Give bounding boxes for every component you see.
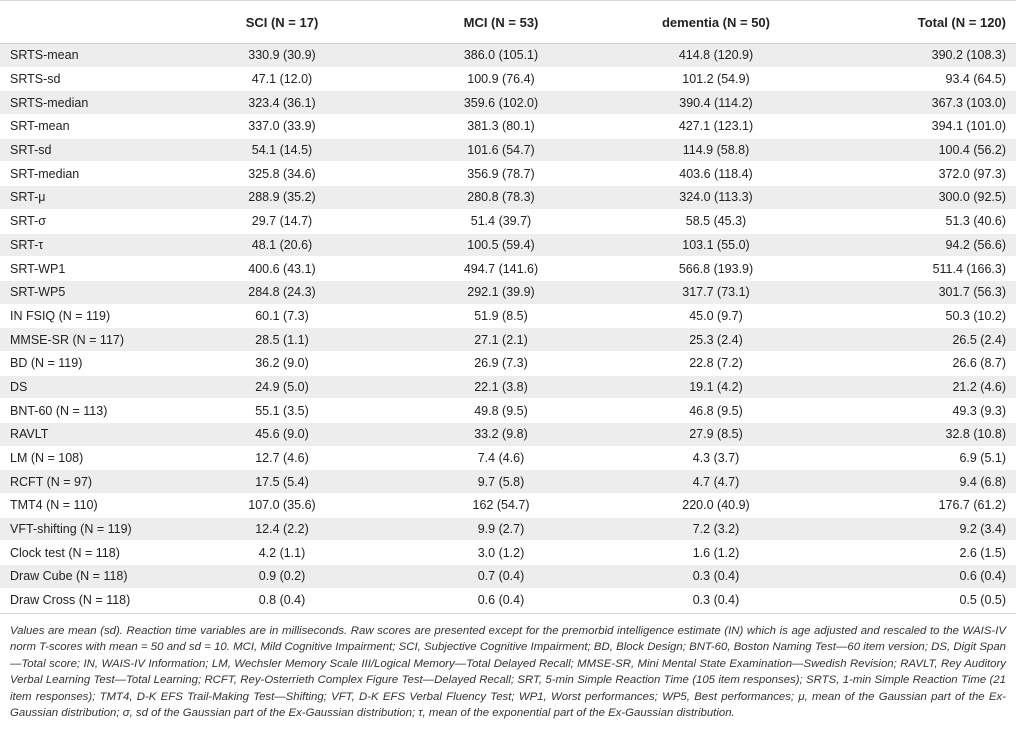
mci-cell: 26.9 (7.3): [386, 351, 616, 375]
variable-cell: SRT-mean: [0, 115, 178, 139]
dementia-cell: 25.3 (2.4): [616, 328, 816, 352]
sci-cell: 0.8 (0.4): [178, 588, 386, 612]
table-row: [0, 565, 1016, 589]
total-cell: 51.3 (40.6): [816, 209, 1016, 233]
total-cell: 372.0 (97.3): [816, 162, 1016, 186]
variable-cell: IN FSIQ (N = 119): [0, 304, 178, 328]
variable-cell: SRTS-mean: [0, 44, 178, 68]
total-cell: 50.3 (10.2): [816, 304, 1016, 328]
sci-cell: 17.5 (5.4): [178, 470, 386, 494]
sci-cell: 45.6 (9.0): [178, 423, 386, 447]
table-footnote: Values are mean (sd). Reaction time variables are in milliseconds. Raw scores are presented except for the premorbid intelligence estimate (IN) which is age adjusted and rescaled to the WAIS-IV norm T-scores with mean = 50 and sd = 10. MCI, Mild Cognitive Impairment; SCI, Subjective Cognitive Impairment; BD, Block Design; BNT-60, Boston Naming Test—60 item version; DS, Digit Span—Total score; IN, WAIS-IV Information; LM, Wechsler Memory Scale III/Logical Memory—Total Delayed Recall; MMSE-SR, Mini Mental State Examination—Swedish Revision; RAVLT, Rey Auditory Verbal Learning Test—Total Learning; RCFT, Rey-Osterrieth Complex Figure Test—Delayed Recall; SRT, 5-min Simple Reaction Time (105 item responses); SRTS, 1-min Simple Reaction Time (21 item responses); TMT4, D-K EFS Trail-Making Test—Shifting; VFT, D-K EFS Verbal Fluency Test; WP1, Worst performances; WP5, Best performances; μ, mean of the Gaussian part of the Ex-Gaussian distribution; σ, sd of the Gaussian part of the Ex-Gaussian distribution; τ, mean of the exponential part of the Ex-Gaussian distribution.: [0, 613, 1016, 723]
dementia-cell: 1.6 (1.2): [616, 541, 816, 565]
dementia-cell: 114.9 (58.8): [616, 138, 816, 162]
header-row: [0, 1, 1016, 44]
variable-cell: SRT-sd: [0, 138, 178, 162]
dementia-cell: 101.2 (54.9): [616, 67, 816, 91]
mci-cell: 0.6 (0.4): [386, 588, 616, 612]
variable-cell: SRT-μ: [0, 186, 178, 210]
total-cell: 49.3 (9.3): [816, 399, 1016, 423]
variable-cell: SRTS-median: [0, 91, 178, 115]
mci-cell: 33.2 (9.8): [386, 423, 616, 447]
total-cell: 300.0 (92.5): [816, 186, 1016, 210]
sci-cell: 24.9 (5.0): [178, 375, 386, 399]
sci-cell: 55.1 (3.5): [178, 399, 386, 423]
sci-cell: 29.7 (14.7): [178, 209, 386, 233]
total-cell: 100.4 (56.2): [816, 138, 1016, 162]
table-row: [0, 67, 1016, 91]
table-row: [0, 541, 1016, 565]
mci-cell: 27.1 (2.1): [386, 328, 616, 352]
sci-cell: 60.1 (7.3): [178, 304, 386, 328]
table-row: [0, 588, 1016, 612]
column-header-total: Total (N = 120): [816, 1, 1016, 44]
total-cell: 26.6 (8.7): [816, 351, 1016, 375]
table-row: [0, 328, 1016, 352]
mci-cell: 9.7 (5.8): [386, 470, 616, 494]
table-row: [0, 115, 1016, 139]
variable-cell: RCFT (N = 97): [0, 470, 178, 494]
sci-cell: 323.4 (36.1): [178, 91, 386, 115]
table-row: [0, 138, 1016, 162]
variable-cell: SRT-σ: [0, 209, 178, 233]
table-row: [0, 162, 1016, 186]
sci-cell: 107.0 (35.6): [178, 494, 386, 518]
total-cell: 367.3 (103.0): [816, 91, 1016, 115]
total-cell: 301.7 (56.3): [816, 280, 1016, 304]
mci-cell: 49.8 (9.5): [386, 399, 616, 423]
sci-cell: 337.0 (33.9): [178, 115, 386, 139]
table-row: [0, 446, 1016, 470]
dementia-cell: 7.2 (3.2): [616, 517, 816, 541]
total-cell: 0.6 (0.4): [816, 565, 1016, 589]
variable-cell: TMT4 (N = 110): [0, 494, 178, 518]
total-cell: 176.7 (61.2): [816, 494, 1016, 518]
mci-cell: 101.6 (54.7): [386, 138, 616, 162]
variable-cell: Clock test (N = 118): [0, 541, 178, 565]
dementia-cell: 427.1 (123.1): [616, 115, 816, 139]
dementia-cell: 22.8 (7.2): [616, 351, 816, 375]
total-cell: 6.9 (5.1): [816, 446, 1016, 470]
total-cell: 0.5 (0.5): [816, 588, 1016, 612]
total-cell: 21.2 (4.6): [816, 375, 1016, 399]
table-row: [0, 44, 1016, 68]
variable-cell: Draw Cross (N = 118): [0, 588, 178, 612]
total-cell: 2.6 (1.5): [816, 541, 1016, 565]
dementia-cell: 390.4 (114.2): [616, 91, 816, 115]
mci-cell: 280.8 (78.3): [386, 186, 616, 210]
mci-cell: 7.4 (4.6): [386, 446, 616, 470]
total-cell: 93.4 (64.5): [816, 67, 1016, 91]
total-cell: 511.4 (166.3): [816, 257, 1016, 281]
sci-cell: 400.6 (43.1): [178, 257, 386, 281]
dementia-cell: 58.5 (45.3): [616, 209, 816, 233]
sci-cell: 54.1 (14.5): [178, 138, 386, 162]
sci-cell: 284.8 (24.3): [178, 280, 386, 304]
variable-cell: MMSE-SR (N = 117): [0, 328, 178, 352]
dementia-cell: 46.8 (9.5): [616, 399, 816, 423]
dementia-cell: 45.0 (9.7): [616, 304, 816, 328]
mci-cell: 22.1 (3.8): [386, 375, 616, 399]
sci-cell: 0.9 (0.2): [178, 565, 386, 589]
total-cell: 394.1 (101.0): [816, 115, 1016, 139]
column-header-sci: SCI (N = 17): [178, 1, 386, 44]
sci-cell: 12.7 (4.6): [178, 446, 386, 470]
table-body: [0, 44, 1016, 613]
total-cell: 26.5 (2.4): [816, 328, 1016, 352]
variable-cell: SRT-τ: [0, 233, 178, 257]
mci-cell: 3.0 (1.2): [386, 541, 616, 565]
table-row: [0, 494, 1016, 518]
sci-cell: 288.9 (35.2): [178, 186, 386, 210]
total-cell: 9.2 (3.4): [816, 517, 1016, 541]
table-row: [0, 423, 1016, 447]
dementia-cell: 403.6 (118.4): [616, 162, 816, 186]
mci-cell: 51.9 (8.5): [386, 304, 616, 328]
table-row: [0, 257, 1016, 281]
dementia-cell: 220.0 (40.9): [616, 494, 816, 518]
mci-cell: 292.1 (39.9): [386, 280, 616, 304]
variable-cell: BNT-60 (N = 113): [0, 399, 178, 423]
variable-cell: BD (N = 119): [0, 351, 178, 375]
sci-cell: 36.2 (9.0): [178, 351, 386, 375]
mci-cell: 9.9 (2.7): [386, 517, 616, 541]
dementia-cell: 19.1 (4.2): [616, 375, 816, 399]
mci-cell: 494.7 (141.6): [386, 257, 616, 281]
sci-cell: 12.4 (2.2): [178, 517, 386, 541]
dementia-cell: 27.9 (8.5): [616, 423, 816, 447]
table-row: [0, 399, 1016, 423]
variable-cell: VFT-shifting (N = 119): [0, 517, 178, 541]
mci-cell: 100.9 (76.4): [386, 67, 616, 91]
mci-cell: 359.6 (102.0): [386, 91, 616, 115]
variable-cell: RAVLT: [0, 423, 178, 447]
dementia-cell: 566.8 (193.9): [616, 257, 816, 281]
sci-cell: 48.1 (20.6): [178, 233, 386, 257]
table-row: [0, 280, 1016, 304]
table-row: [0, 351, 1016, 375]
mci-cell: 0.7 (0.4): [386, 565, 616, 589]
mci-cell: 162 (54.7): [386, 494, 616, 518]
mci-cell: 51.4 (39.7): [386, 209, 616, 233]
dementia-cell: 324.0 (113.3): [616, 186, 816, 210]
column-header-variable: [0, 1, 178, 44]
table-row: [0, 470, 1016, 494]
column-header-dementia: dementia (N = 50): [616, 1, 816, 44]
variable-cell: LM (N = 108): [0, 446, 178, 470]
dementia-cell: 0.3 (0.4): [616, 565, 816, 589]
sci-cell: 47.1 (12.0): [178, 67, 386, 91]
table-row: [0, 186, 1016, 210]
sci-cell: 330.9 (30.9): [178, 44, 386, 68]
dementia-cell: 317.7 (73.1): [616, 280, 816, 304]
sci-cell: 325.8 (34.6): [178, 162, 386, 186]
dementia-cell: 414.8 (120.9): [616, 44, 816, 68]
total-cell: 94.2 (56.6): [816, 233, 1016, 257]
total-cell: 9.4 (6.8): [816, 470, 1016, 494]
total-cell: 32.8 (10.8): [816, 423, 1016, 447]
variable-cell: SRTS-sd: [0, 67, 178, 91]
variable-cell: SRT-median: [0, 162, 178, 186]
variable-cell: SRT-WP5: [0, 280, 178, 304]
dementia-cell: 103.1 (55.0): [616, 233, 816, 257]
table-row: [0, 233, 1016, 257]
column-header-mci: MCI (N = 53): [386, 1, 616, 44]
dementia-cell: 4.7 (4.7): [616, 470, 816, 494]
variable-cell: DS: [0, 375, 178, 399]
table-row: [0, 209, 1016, 233]
mci-cell: 381.3 (80.1): [386, 115, 616, 139]
mci-cell: 356.9 (78.7): [386, 162, 616, 186]
dementia-cell: 0.3 (0.4): [616, 588, 816, 612]
table-row: [0, 517, 1016, 541]
variable-cell: SRT-WP1: [0, 257, 178, 281]
total-cell: 390.2 (108.3): [816, 44, 1016, 68]
sci-cell: 28.5 (1.1): [178, 328, 386, 352]
table-row: [0, 304, 1016, 328]
sci-cell: 4.2 (1.1): [178, 541, 386, 565]
mci-cell: 386.0 (105.1): [386, 44, 616, 68]
dementia-cell: 4.3 (3.7): [616, 446, 816, 470]
table-row: [0, 91, 1016, 115]
mci-cell: 100.5 (59.4): [386, 233, 616, 257]
variable-cell: Draw Cube (N = 118): [0, 565, 178, 589]
table-row: [0, 375, 1016, 399]
